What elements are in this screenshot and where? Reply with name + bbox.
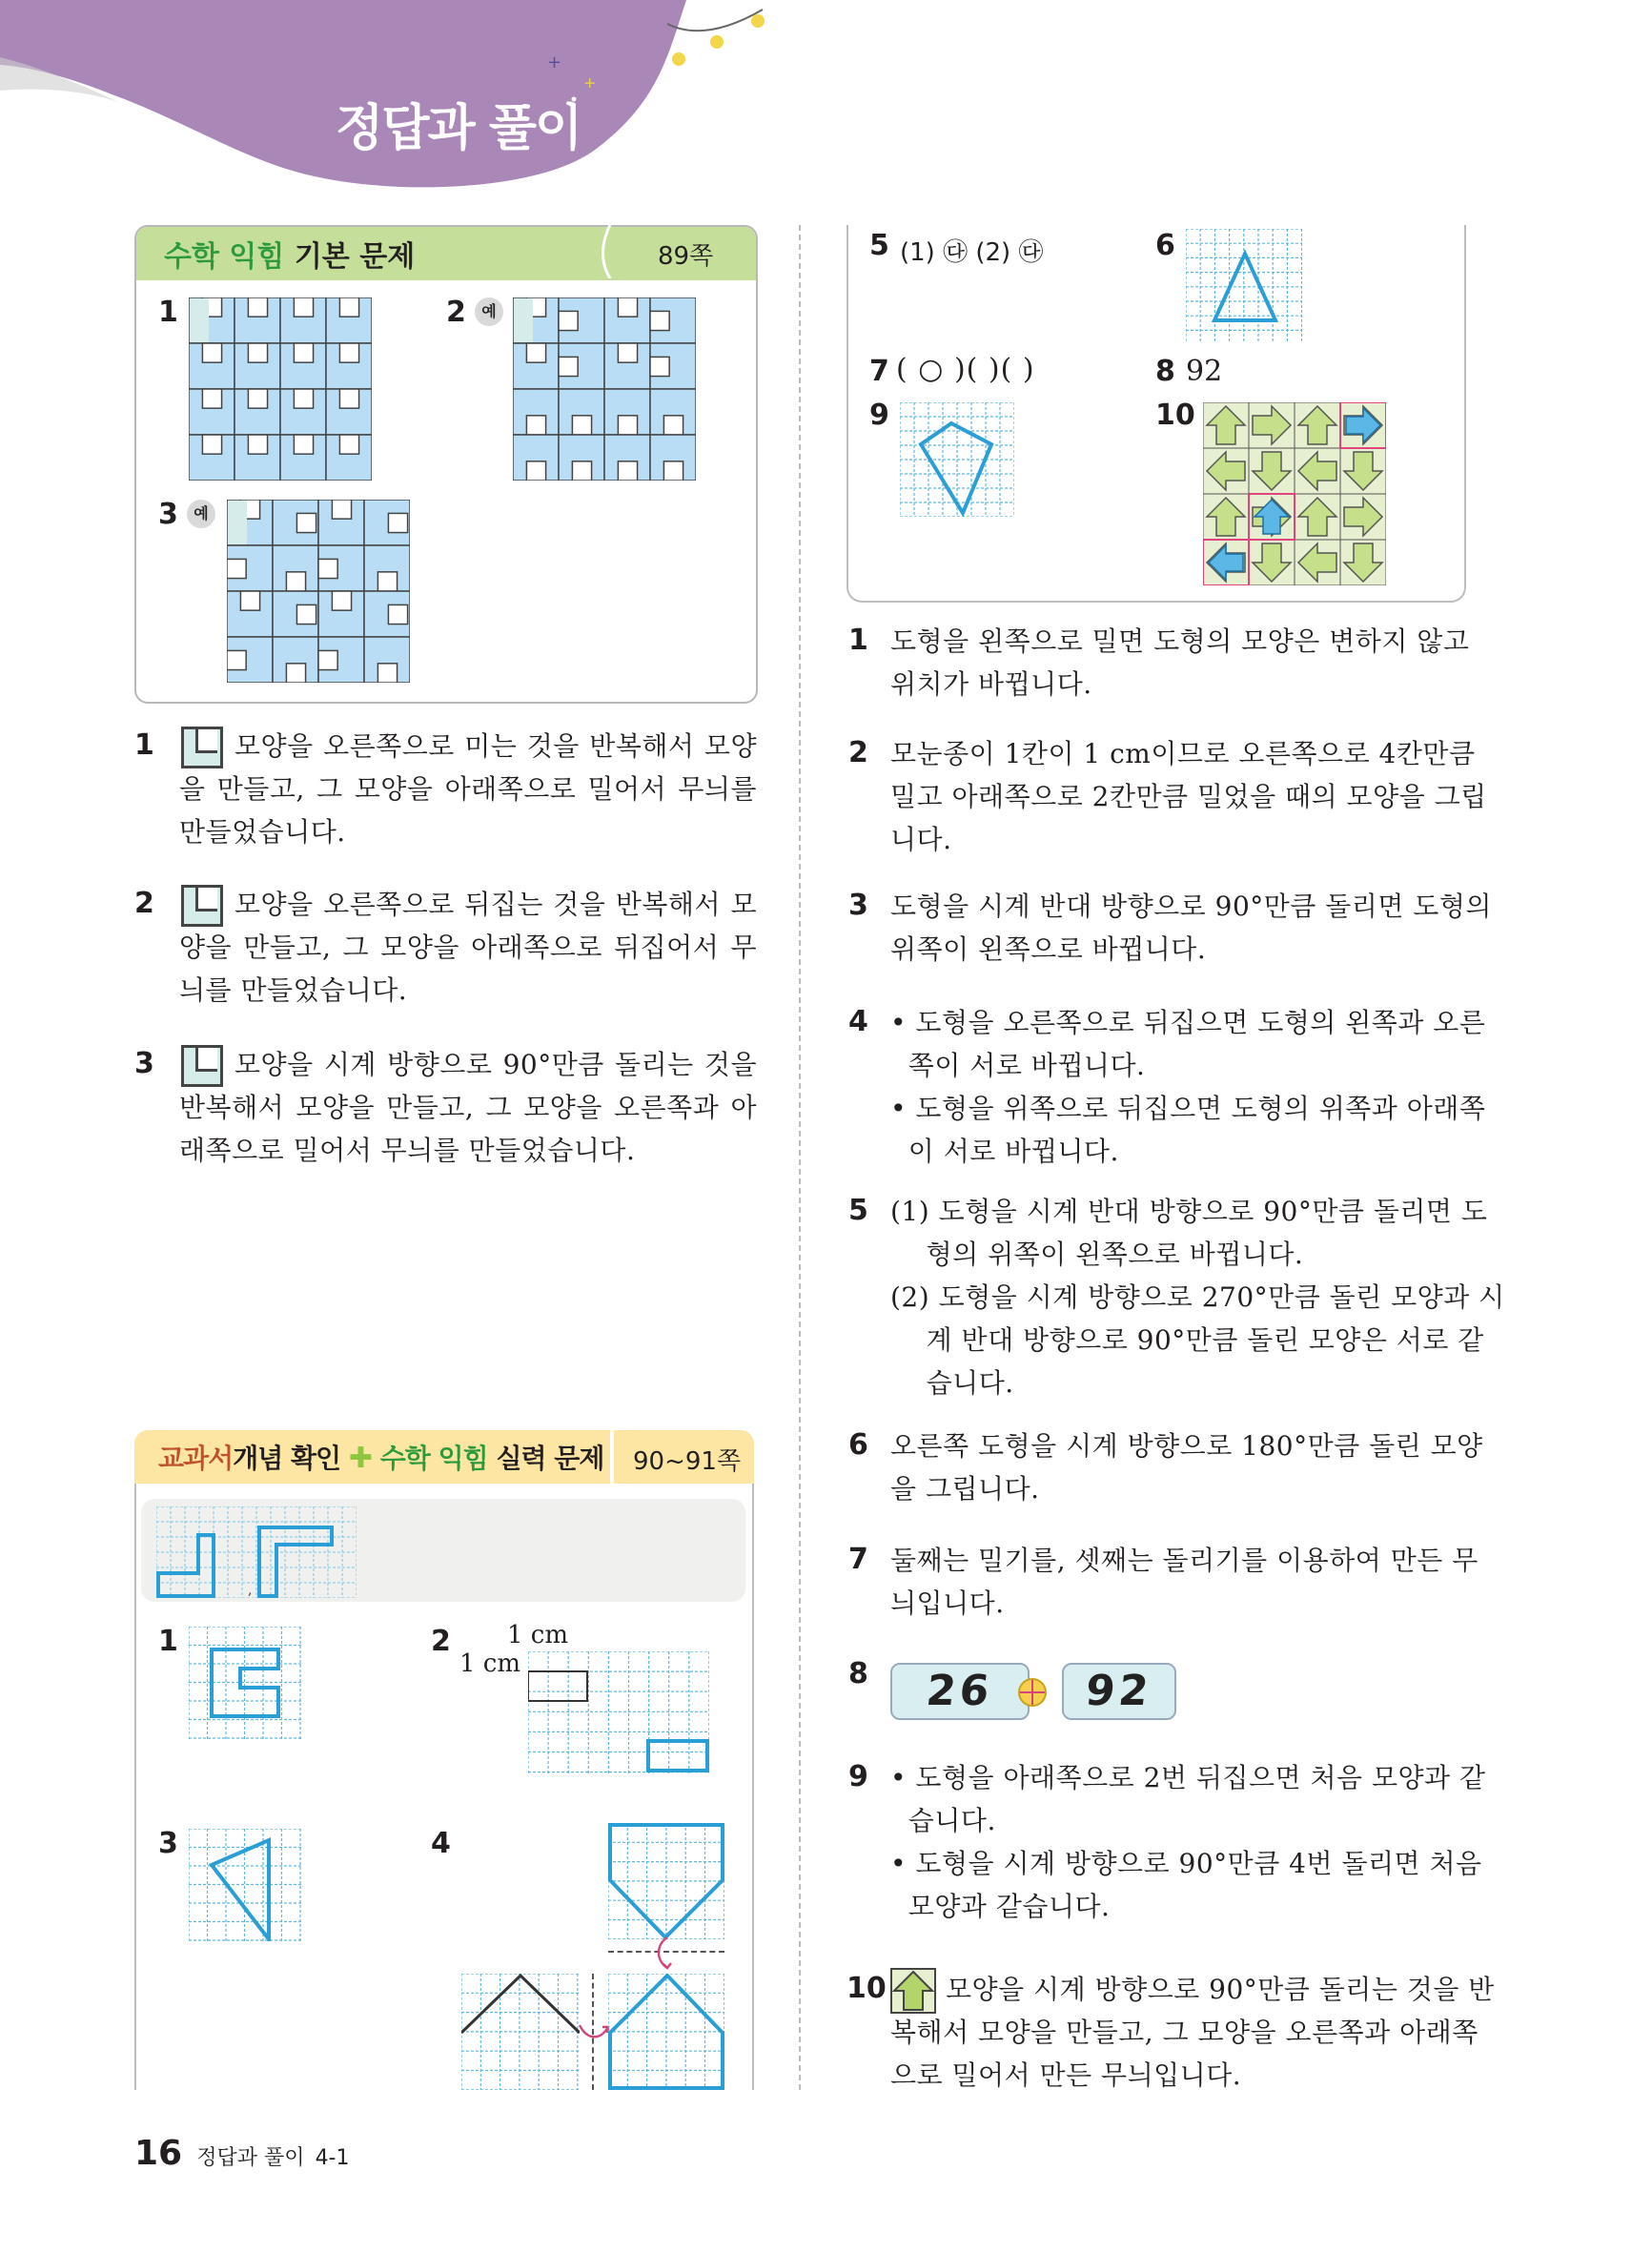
right-expl-9-line: • 도형을 시계 방향으로 90°만큼 4번 돌리면 처음 xyxy=(890,1848,1482,1879)
right-expl-5-line: 계 반대 방향으로 90°만큼 돌린 모양은 서로 같 xyxy=(890,1324,1484,1356)
right-expl-2-line: 니다. xyxy=(890,824,952,855)
section1-header-divider xyxy=(746,227,749,280)
s2-item-1-num: 1 xyxy=(158,1625,178,1658)
svg-text:+: + xyxy=(583,73,597,92)
right-expl-4-line: • 도형을 위쪽으로 뒤집으면 도형의 위쪽과 아래쪽 xyxy=(890,1093,1486,1124)
s1-item-1-num: 1 xyxy=(158,296,178,329)
section2-title-c: 수학 익힘 xyxy=(379,1443,488,1474)
s2-item-2-num: 2 xyxy=(431,1625,451,1658)
plus-circle-icon xyxy=(1016,1676,1049,1709)
right-expl-5-line: (1) 도형을 시계 반대 방향으로 90°만큼 돌리면 도 xyxy=(890,1196,1488,1227)
section1-page: 89쪽 xyxy=(658,242,714,271)
right-expl-9-num: 9 xyxy=(848,1760,868,1793)
q7-text: ( ○ )( )( ) xyxy=(896,353,1035,386)
s1-expl-3-num: 3 xyxy=(134,1047,154,1080)
footer-edition: 4-1 xyxy=(315,2146,350,2170)
arrow-tile-icon xyxy=(890,1968,936,2014)
right-expl-3-line: 도형을 시계 반대 방향으로 90°만큼 돌리면 도형의 xyxy=(890,891,1492,922)
right-expl-1-num: 1 xyxy=(848,624,868,657)
plus-icon: ✚ xyxy=(348,1442,372,1475)
section1-tab-curve xyxy=(601,225,620,278)
q8-text: 92 xyxy=(1186,355,1223,388)
s1-item-2-num: 2 xyxy=(446,296,466,329)
section1-title-green: 수학 익힘 xyxy=(164,240,285,274)
svg-text:,: , xyxy=(248,1583,253,1598)
flip-arrow-icon xyxy=(654,1936,675,1970)
s1-item-3-tag: 예 xyxy=(187,500,215,528)
right-expl-6-num: 6 xyxy=(848,1428,868,1462)
label-1cm-top: 1 cm xyxy=(507,1621,569,1649)
right-expl-7-num: 7 xyxy=(848,1543,868,1576)
right-expl-2-line: 밀고 아래쪽으로 2칸만큼 밀었을 때의 모양을 그립 xyxy=(890,781,1487,812)
grid-lines xyxy=(189,1829,301,1941)
svg-text:+: + xyxy=(547,52,562,72)
q5-text: (1) ㉰ (2) ㉰ xyxy=(900,238,1044,267)
section2-page: 90~91쪽 xyxy=(633,1447,742,1476)
right-expl-9-line: 습니다. xyxy=(890,1805,996,1836)
q10-num: 10 xyxy=(1155,399,1195,432)
right-expl-10-line: 으로 밀어서 만든 무늬입니다. xyxy=(890,2059,1242,2091)
right-expl-5-line: (2) 도형을 시계 방향으로 270°만큼 돌린 모양과 시 xyxy=(890,1281,1505,1313)
q9-figure xyxy=(900,402,1014,517)
pattern-3-rotate xyxy=(227,500,410,683)
right-expl-10-num: 10 xyxy=(846,1972,887,2005)
right-expl-4-num: 4 xyxy=(848,1005,868,1038)
s2-figure-1 xyxy=(189,1627,301,1739)
s1-item-2-tag: 예 xyxy=(475,297,503,326)
footer-label: 정답과 풀이 xyxy=(196,2146,305,2170)
s2-figure-3 xyxy=(189,1829,301,1941)
right-expl-7-line: 둘째는 밀기를, 셋째는 돌리기를 이용하여 만든 무 xyxy=(890,1545,1479,1576)
q8-num: 8 xyxy=(1155,355,1175,388)
label-1cm-left: 1 cm xyxy=(459,1649,521,1678)
grid-lines xyxy=(900,402,1014,517)
right-expl-2-num: 2 xyxy=(848,736,868,769)
grid-lines xyxy=(608,1974,724,2090)
q5-num: 5 xyxy=(869,229,889,262)
right-expl-1-line: 도형을 왼쪽으로 밀면 도형의 모양은 변하지 않고 xyxy=(890,625,1470,657)
s2-item-3-num: 3 xyxy=(158,1827,178,1860)
right-expl-6-line: 을 그립니다. xyxy=(890,1473,1040,1505)
s1-expl-1-num: 1 xyxy=(134,728,154,762)
right-expl-3-num: 3 xyxy=(848,889,868,922)
pattern-2-flip xyxy=(513,297,696,481)
digital-display-right xyxy=(1062,1663,1176,1720)
s1-expl-2-num: 2 xyxy=(134,887,154,920)
footer-page-num: 16 xyxy=(134,2134,183,2173)
right-expl-3-line: 위쪽이 왼쪽으로 바뀝니다. xyxy=(890,933,1207,965)
concept-figure xyxy=(156,1506,357,1598)
s2-figure-2 xyxy=(528,1651,709,1775)
section2-tab-divider xyxy=(610,1430,614,1484)
q6-figure xyxy=(1186,229,1302,343)
right-expl-5-num: 5 xyxy=(848,1194,868,1227)
page-title: 정답과 풀이 xyxy=(336,100,581,157)
flip-right-arrow-icon xyxy=(578,2021,610,2042)
s1-expl-2-text: 모양을 오른쪽으로 뒤집는 것을 반복해서 모양을 만들고, 그 모양을 아래쪽으로 뒤집어서 무늬를 만들었습니다. xyxy=(179,889,757,1006)
right-expl-9-line: • 도형을 아래쪽으로 2번 뒤집으면 처음 모양과 같 xyxy=(890,1762,1486,1793)
right-expl-4-line: 쪽이 서로 바뀝니다. xyxy=(890,1050,1146,1081)
section2-title-b: 개념 확인 xyxy=(233,1443,341,1474)
grid-lines xyxy=(189,1627,301,1739)
section2-title-a: 교과서 xyxy=(158,1443,234,1474)
grid-lines xyxy=(1186,229,1302,343)
digital-display-left xyxy=(890,1663,1030,1720)
column-divider xyxy=(799,225,801,2090)
q7-num: 7 xyxy=(869,355,889,388)
right-expl-1-line: 위치가 바뀝니다. xyxy=(890,668,1092,700)
grid-lines xyxy=(528,1651,709,1775)
right-expl-6-line: 오른쪽 도형을 시계 방향으로 180°만큼 돌린 모양 xyxy=(890,1430,1483,1462)
s2-figure-4-given xyxy=(461,1974,580,2090)
s1-item-3-num: 3 xyxy=(158,498,178,531)
grid-lines xyxy=(608,1823,724,1939)
right-expl-5-line: 형의 위쪽이 왼쪽으로 바뀝니다. xyxy=(890,1239,1304,1270)
right-expl-2-line: 모눈종이 1칸이 1 cm이므로 오른쪽으로 4칸만큼 xyxy=(890,738,1476,769)
right-expl-10-line: 모양을 시계 방향으로 90°만큼 돌리는 것을 반 xyxy=(946,1974,1495,2005)
right-expl-10-line: 복해서 모양을 만들고, 그 모양을 오른쪽과 아래쪽 xyxy=(890,2017,1479,2048)
section2-title-d: 실력 문제 xyxy=(496,1443,604,1474)
q9-num: 9 xyxy=(869,399,889,432)
grid-lines xyxy=(461,1974,580,2090)
q6-num: 6 xyxy=(1155,229,1175,262)
digital-left-value: 26 xyxy=(924,1667,996,1715)
right-expl-7-line: 늬입니다. xyxy=(890,1587,1005,1619)
pattern-1-slide xyxy=(189,297,372,481)
s1-expl-1-text: 모양을 오른쪽으로 미는 것을 반복해서 모양을 만들고, 그 모양을 아래쪽으로 밀어서 무늬를 만들었습니다. xyxy=(179,730,757,848)
digital-right-value: 92 xyxy=(1083,1667,1155,1715)
s1-expl-3-text: 모양을 시계 방향으로 90°만큼 돌리는 것을 반복해서 모양을 만들고, 그 모양을 오른쪽과 아래쪽으로 밀어서 무늬를 만들었습니다. xyxy=(179,1049,757,1166)
section1-title-black: 기본 문제 xyxy=(294,240,416,274)
right-expl-9-line: 모양과 같습니다. xyxy=(890,1891,1111,1922)
s2-figure-4-result xyxy=(608,1823,724,1939)
s2-figure-4-answer xyxy=(608,1974,724,2090)
right-expl-5-line: 습니다. xyxy=(890,1367,1014,1399)
s2-item-4-num: 4 xyxy=(431,1827,451,1860)
right-expl-8-num: 8 xyxy=(848,1657,868,1690)
right-expl-4-line: 이 서로 바뀝니다. xyxy=(890,1136,1119,1167)
right-expl-4-line: • 도형을 오른쪽으로 뒤집으면 도형의 왼쪽과 오른 xyxy=(890,1007,1486,1038)
q10-pattern xyxy=(1203,402,1386,585)
